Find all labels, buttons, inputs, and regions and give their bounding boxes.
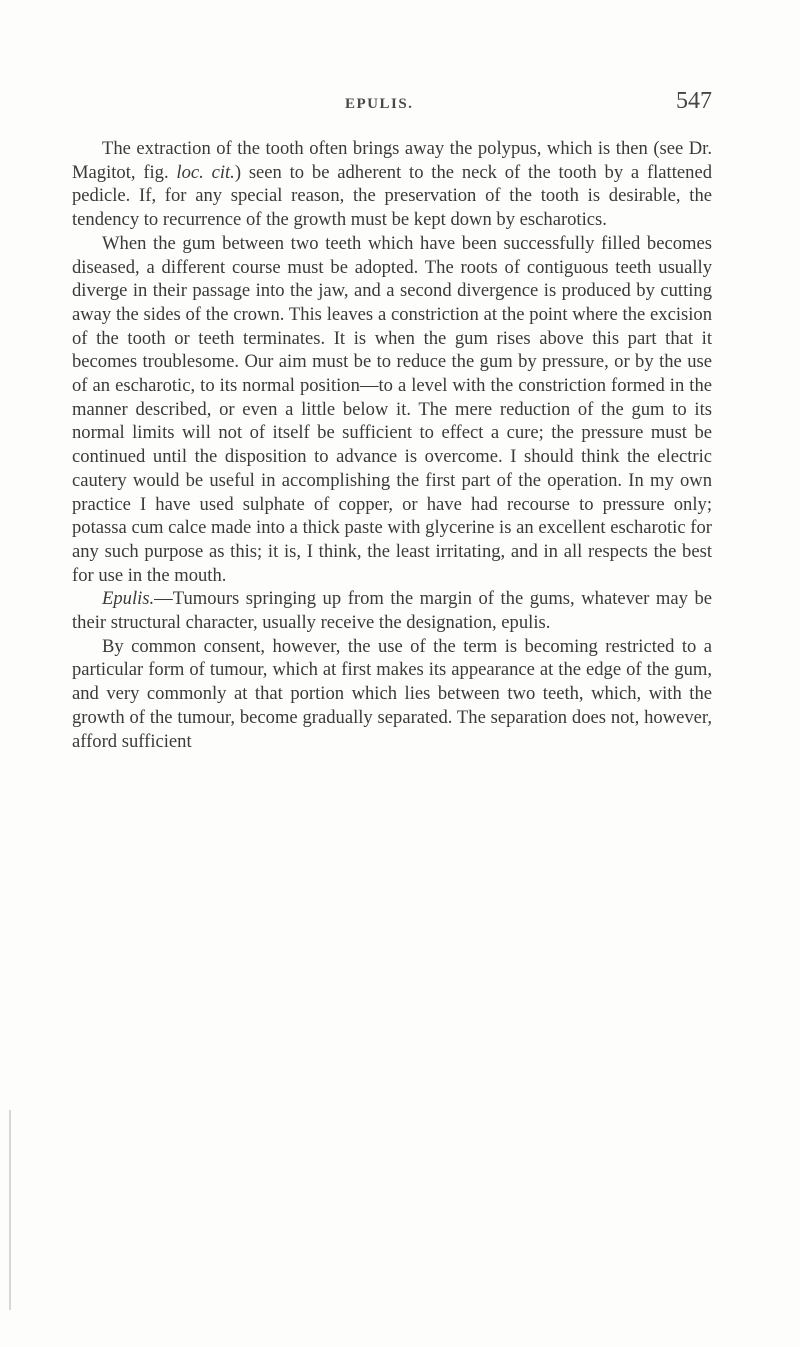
page-number: 547 xyxy=(676,88,712,114)
text-segment: The extraction of the tooth often brings away the polypus, which is then (see Dr. Magitot, fig. xyxy=(72,138,712,183)
paragraph-extraction xyxy=(72,137,712,232)
text-segment: When the gum between two teeth which have been successfully filled becomes diseased, a different course must be adopted. The roots of contiguous teeth usually diverge in their passage into the jaw, and a second divergence is produced by cutting away the sides of the crown. This leaves a constriction at the point where the excision of the tooth or teeth terminates. It is when the gum rises above this part that it becomes troublesome. Our aim must be to reduce the gum by pressure, or by the use of an escharotic, to its normal position—to a level with the constriction formed in the manner described, or even a little below it. The mere reduction of the gum to its normal limits will not of itself be sufficient to effect a cure; the pressure must be continued until the disposition to advance is overcome. I should think the electric cautery would be useful in accomplishing the first part of the operation. In my own practice I have used sulphate of copper, or have had recourse to pressure only; potassa cum calce made into a thick paste with glycerine is an excellent escharotic for any such purpose as this; it is, I think, the least irritating, and in all respects the best for use in the mouth. xyxy=(72,232,712,586)
section-heading-epulis: Epulis. xyxy=(102,588,155,610)
paragraph-common-consent xyxy=(72,635,712,754)
text-segment: By common consent, however, the use of the term is becoming restricted to a particular form of tumour, which at first makes its appearance at the edge of the gum, and very commonly at that portion which lies between two teeth, which, with the growth of the tumour, become gradually separated. The separation does not, however, afford sufficient xyxy=(72,635,712,752)
running-head: EPULIS. xyxy=(345,96,414,112)
text-segment: —Tumours springing up from the margin of the gums, whatever may be their structural character, usually receive the designation, epulis. xyxy=(72,588,712,634)
paragraph-epulis-definition xyxy=(72,587,712,634)
body-text xyxy=(72,137,712,753)
page-edge-shadow xyxy=(9,1110,11,1310)
page-header xyxy=(72,88,712,128)
citation-loc-cit: loc. cit. xyxy=(176,161,235,183)
paragraph-gum-between-teeth xyxy=(72,232,712,588)
text-segment: ) seen to be adherent to the neck of the tooth by a flattened pedicle. If, for any special reason, the preservation of the tooth is desirable, the tendency to recurrence of the growth must be kept down by escharotics. xyxy=(72,161,712,231)
